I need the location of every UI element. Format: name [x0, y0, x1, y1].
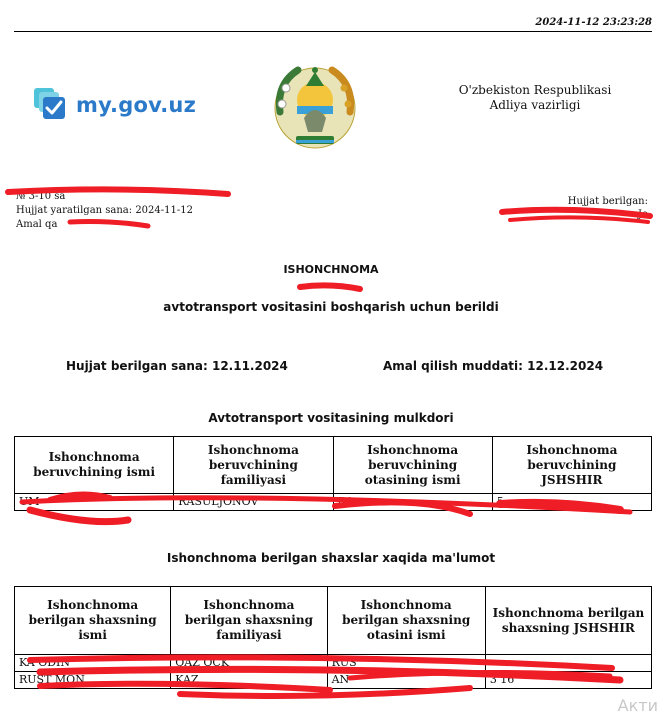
document-subtitle: avtotransport vositasini boshqarish uchun berildi	[163, 300, 499, 314]
table-cell: RA	[333, 494, 492, 511]
document-number-line: № 3-10 sa	[16, 191, 66, 202]
redaction-stroke	[30, 510, 128, 522]
document-meta	[16, 190, 193, 232]
table-cell: KA ODIN	[15, 655, 171, 672]
issuer-ministry: Adliya vazirligi	[489, 98, 581, 112]
table-row	[15, 494, 652, 511]
table-cell: QAZ OCK	[171, 655, 327, 672]
table-header: Ishonchnoma berilgan shaxsning familiyasi	[171, 587, 327, 655]
given-to-block	[488, 196, 648, 220]
table-cell: KAZ	[171, 672, 327, 689]
table-row	[15, 672, 652, 689]
timestamp: 2024-11-12 23:23:28	[535, 17, 652, 28]
document-title: ISHONCHNOMA	[283, 263, 379, 276]
redaction-stroke	[300, 285, 360, 289]
issuer-country: O'zbekiston Respublikasi	[458, 83, 612, 97]
redaction-stroke	[180, 688, 470, 696]
valid-until: Amal qilish muddati: 12.12.2024	[383, 359, 604, 373]
owner-section-title: Avtotransport vositasining mulkdori	[208, 411, 454, 425]
table-cell: AN	[327, 672, 485, 689]
issuer-block	[440, 83, 630, 113]
table-cell: RASULJONOV	[174, 494, 333, 511]
persons-table-header	[15, 587, 652, 655]
table-header: Ishonchnoma beruvchining otasining ismi	[333, 437, 492, 494]
logo-text: my.gov.uz	[76, 93, 197, 117]
table-cell	[485, 655, 651, 672]
table-cell: RUST MON	[15, 672, 171, 689]
table-cell: UM	[15, 494, 174, 511]
table-header: Ishonchnoma berilgan shaxsning otasini ismi	[327, 587, 485, 655]
state-emblem-icon	[268, 58, 362, 152]
table-row	[15, 655, 652, 672]
owner-table-header	[15, 437, 652, 494]
table-cell: RUS	[327, 655, 485, 672]
validity-line: Amal qa	[16, 219, 58, 230]
table-header: Ishonchnoma berilgan shaxsning ismi	[15, 587, 171, 655]
persons-section-title: Ishonchnoma berilgan shaxslar xaqida ma'lumot	[166, 551, 496, 565]
issued-date: Hujjat berilgan sana: 12.11.2024	[66, 359, 288, 373]
table-header: Ishonchnoma beruvchining ismi	[15, 437, 174, 494]
mygov-check-icon	[34, 88, 68, 122]
owner-table	[14, 436, 652, 511]
table-header: Ishonchnoma beruvchining familiyasi	[174, 437, 333, 494]
table-header: Ishonchnoma beruvchining JSHSHIR	[492, 437, 651, 494]
mygov-logo	[34, 88, 196, 122]
created-date-line: Hujjat yaratilgan sana: 2024-11-12	[16, 205, 193, 216]
table-cell: 5	[492, 494, 651, 511]
header-rule	[14, 31, 652, 32]
activation-watermark: Акти	[617, 696, 658, 715]
given-to-label: Hujjat berilgan:	[567, 196, 648, 207]
table-cell: 3 16	[485, 672, 651, 689]
given-to-value: Jo	[637, 209, 648, 220]
table-header: Ishonchnoma berilgan shaxsning JSHSHIR	[485, 587, 651, 655]
persons-table	[14, 586, 652, 689]
